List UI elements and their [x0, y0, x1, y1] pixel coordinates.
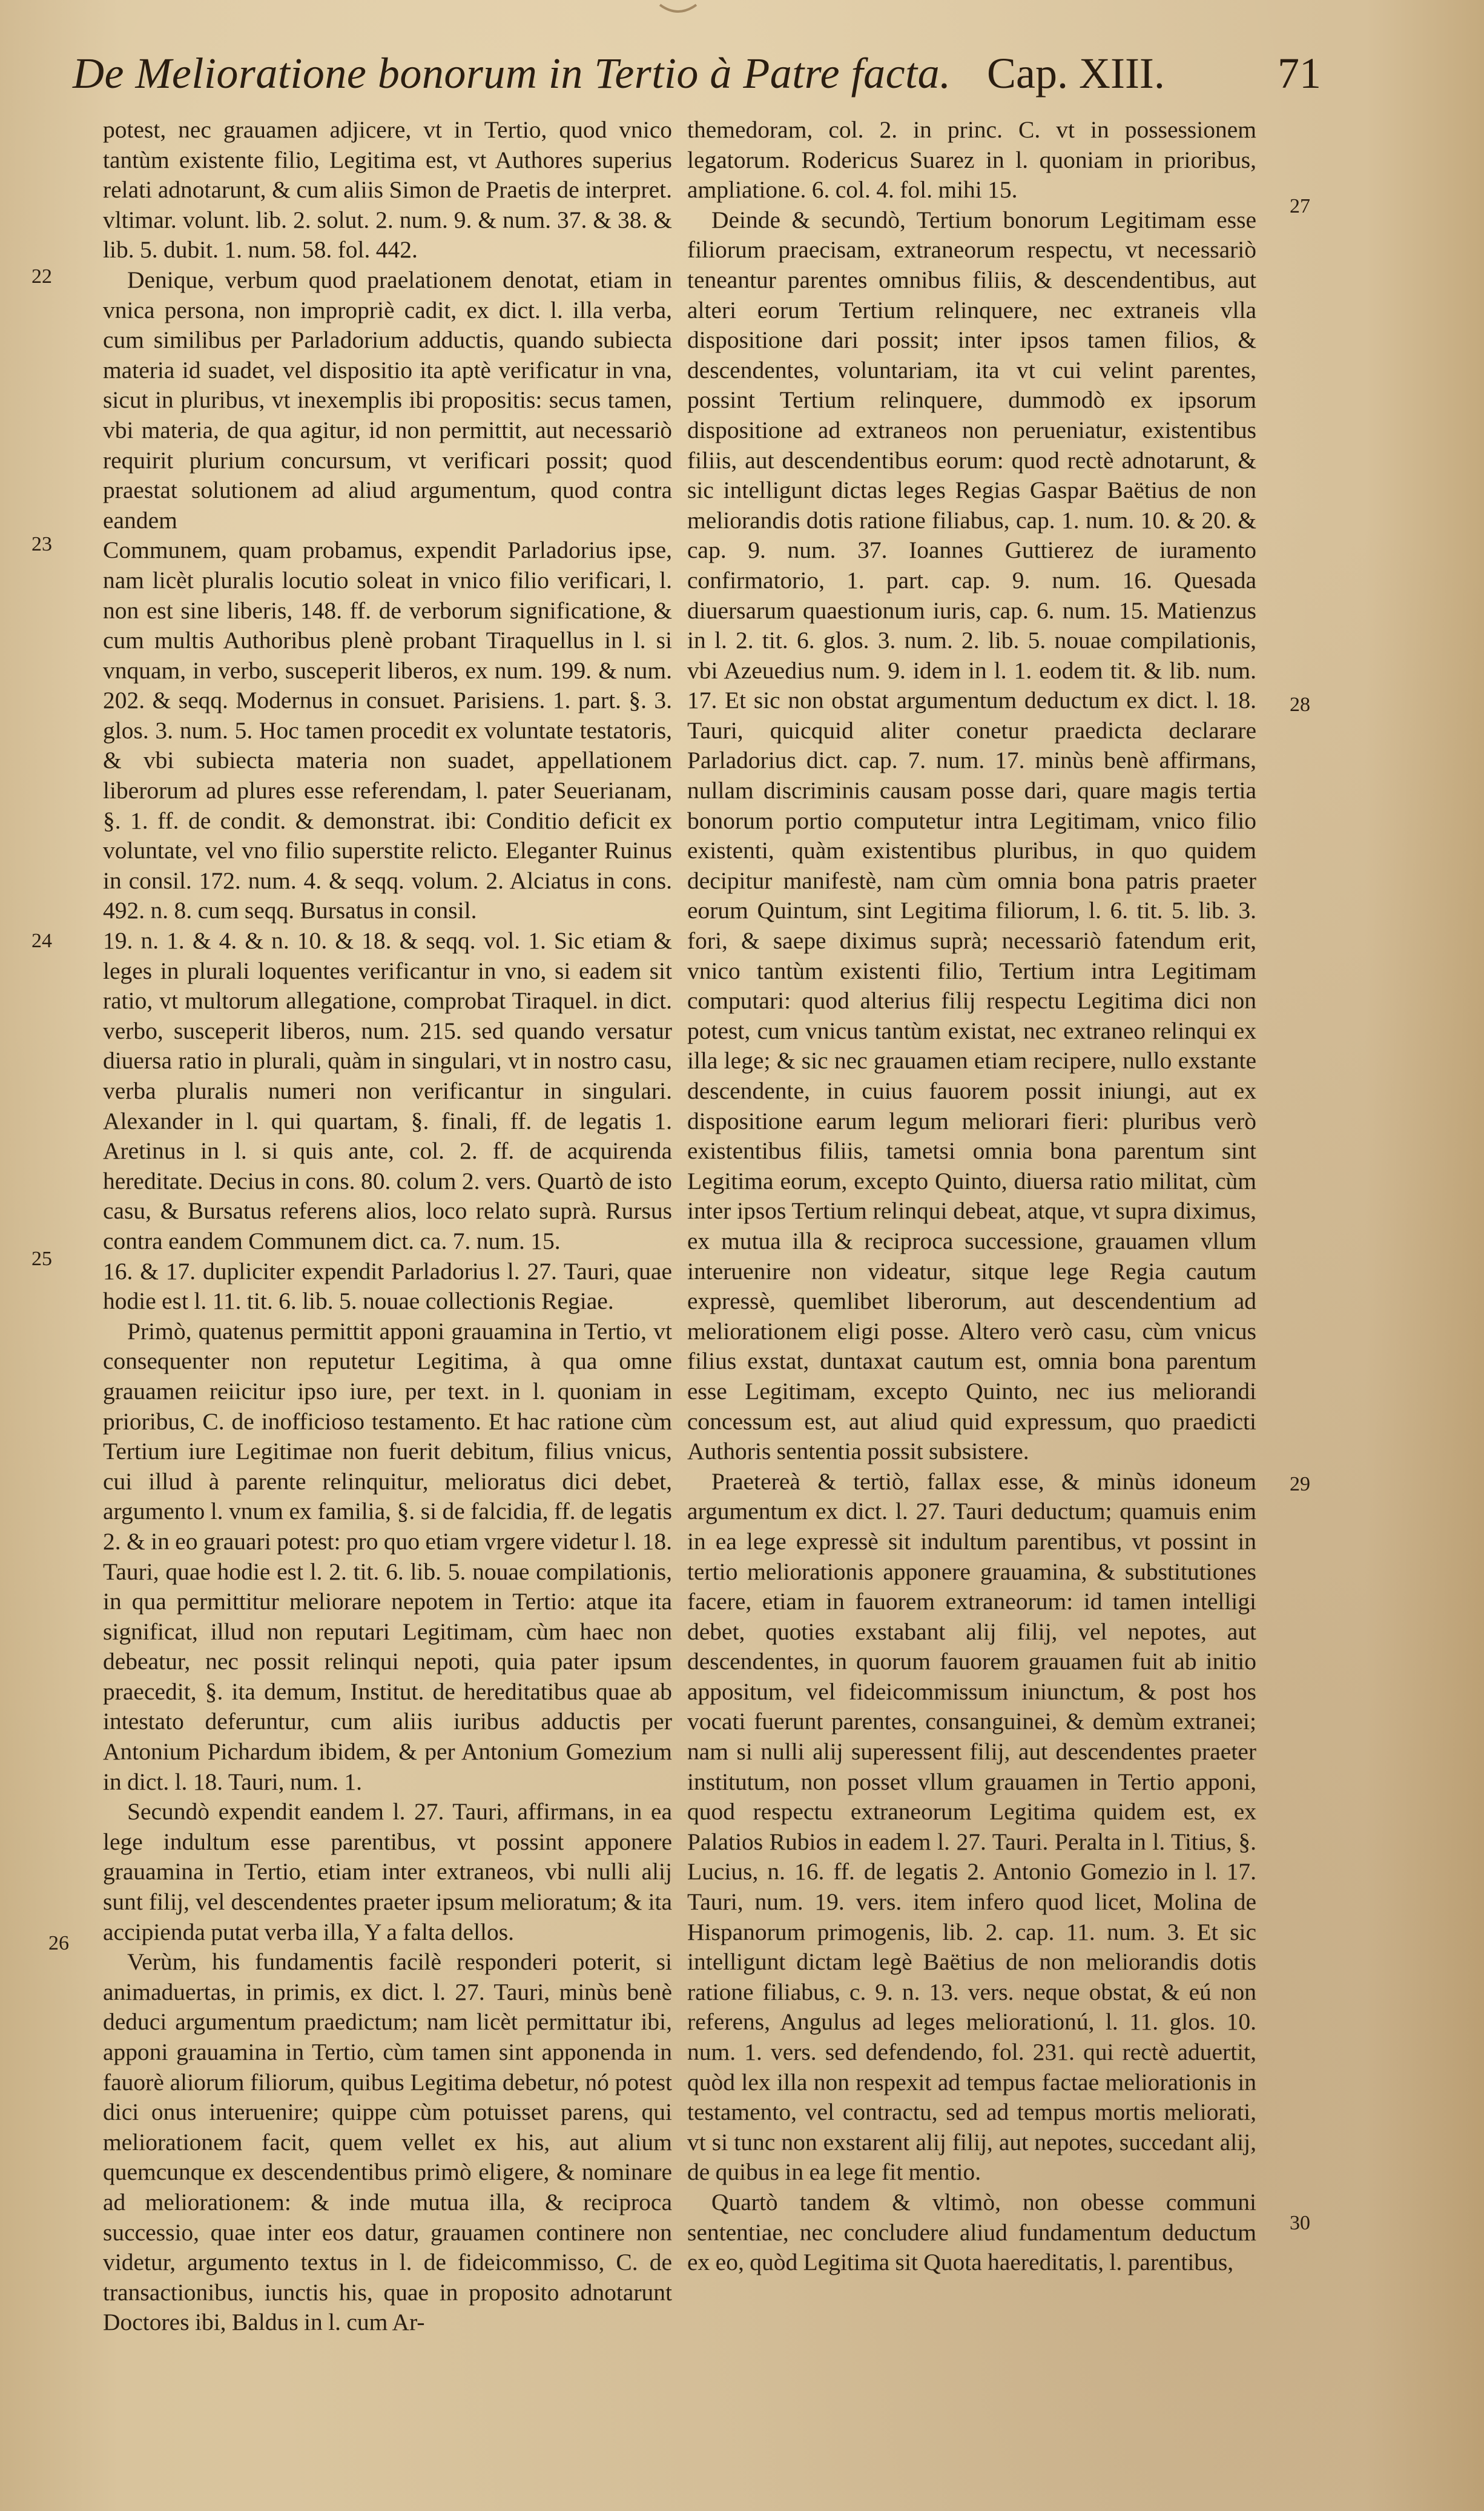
paragraph: Communem, quam probamus, expendit Parladorius ipse, nam licèt pluralis locutio soleat in vnico filio verificari, l. non est sine liberis, 148. ff. de verborum significatione, & cum multis Authoribus plenè probant Tiraquellus in l. si vnquam, in verbo, susceperit liberos, ex num. 199. & num. 202. & seqq. Modernus in consuet. Parisiens. 1. part. §. 3. glos. 3. num. 5. Hoc tamen procedit ex voluntate testatoris, & vbi subiecta materia non suadet, appellationem liberorum ad plures esse referendam, l. pater Seuerianam, §. 1. ff. de condit. & demonstrat. ibi: Conditio deficit ex voluntate, vel vno filio superstite relicto. Eleganter Ruinus in consil. 172. num. 4. & seqq. volum. 2. Alciatus in cons. 492. n. 8. cum seqq. Bursatus in consil.	[103, 537, 672, 924]
binding-mark-icon	[654, 0, 702, 24]
left-column	[103, 115, 672, 2338]
margin-number: 28	[1290, 693, 1310, 716]
margin-number: 29	[1290, 1473, 1310, 1495]
right-column	[687, 115, 1256, 2278]
margin-number: 23	[31, 533, 52, 555]
page-number: 71	[1278, 49, 1321, 98]
paragraph: themedoram, col. 2. in princ. C. vt in possessionem legatorum. Rodericus Suarez in l. quoniam in prioribus, ampliatione. 6. col. 4. fol. mihi 15.	[687, 116, 1256, 203]
paragraph: Primò, quatenus permittit apponi grauamina in Tertio, vt consequenter non reputetur Legitima, à qua omne grauamen reiicitur ipso iure, per text. in l. quoniam in prioribus, C. de inofficioso testamento. Et hac ratione cùm Tertium iure Legitimae non fuerit debitum, filius vnicus, cui illud à parente relinquitur, melioratus dici debet, argumento l. vnum ex familia, §. si de falcidia, ff. de legatis 2. & in eo grauari potest: pro quo etiam vrgere videtur l. 18. Tauri, quae hodie est l. 2. tit. 6. lib. 5. nouae compilationis, in qua permittitur meliorare nepotem in Tertio: atque ita significat, illud non reputari Legitimam, cùm haec non debeatur, nec possit relinqui nepoti, quia pater ipsum praecedit, §. ita demum, Institut. de hereditatibus quae ab intestato deferuntur, cum aliis iuribus adductis per Antonium Pichardum ibidem, & per Antonium Gomezium in dict. l. 18. Tauri, num. 1.	[103, 1317, 672, 1795]
paragraph: Secundò expendit eandem l. 27. Tauri, affirmans, in ea lege indultum esse parentibus, vt possint apponere grauamina in Tertio, etiam inter extraneos, vbi nulli alij sunt filij, vel descendentes praeter ipsum melioratum; & ita accipienda putat verba illa, Y a falta dellos.	[103, 1798, 672, 1945]
running-title: De Melioratione bonorum in Tertio à Patre facta.	[73, 49, 951, 98]
margin-number: 30	[1290, 2212, 1310, 2234]
paragraph: Denique, verbum quod praelationem denotat, etiam in vnica persona, non impropriè cadit, ex dict. l. illa verba, cum similibus per Parladorium adductis, quando subiecta materia id suadet, vel dispositio ita aptè verificatur in vna, sicut in pluribus, vt inexemplis ibi propositis: secus tamen, vbi materia, de qua agitur, id non permittit, aut necessariò requirit plurium concursum, vt verificari possit; quod praestat solutionem ad aliud argumentum, quod contra eandem	[103, 266, 672, 534]
margin-number: 25	[31, 1248, 52, 1270]
margin-number: 24	[31, 930, 52, 952]
paragraph: 19. n. 1. & 4. & n. 10. & 18. & seqq. vol. 1. Sic etiam & leges in plurali loquentes verificantur in vno, si eadem sit ratio, vt multorum allegatione, comprobat Tiraquel. in dict. verbo, susceperit liberos, num. 215. sed quando versatur diuersa ratio in plurali, quàm in singulari, vt in nostro casu, verba pluralis numeri non verificantur in singulari. Alexander in l. qui quartam, §. finali, ff. de legatis 1. Aretinus in l. si quis ante, col. 2. ff. de acquirenda hereditate. Decius in cons. 80. colum 2. vers. Quartò de isto casu, & Bursatus referens alios, loco relato suprà. Rursus contra eandem Communem dict. ca. 7. num. 15.	[103, 927, 672, 1254]
chapter-label: Cap. XIII.	[987, 49, 1165, 98]
margin-number: 27	[1290, 195, 1310, 217]
paragraph: Deinde & secundò, Tertium bonorum Legitimam esse filiorum praecisam, extraneorum respectu, vt necessariò teneantur parentes omnibus filiis, & descendentibus, aut alteri eorum Tertium relinquere, nec extraneis vlla dispositione dari possit; inter ipsos tamen filios, & descendentes, voluntariam, ita vt cui velint parentes, possint Tertium relinquere, dummodò ex ipsorum dispositione ad extraneos non perueniatur, existentibus filiis, aut descendentibus eorum: quod rectè adnotarunt, & sic intelligunt dictas leges Regias Gaspar Baëtius de non meliorandis dotis ratione filiabus, cap. 1. num. 10. & 20. & cap. 9. num. 37. Ioannes Guttierez de iuramento confirmatorio, 1. part. cap. 9. num. 16. Quesada diuersarum quaestionum iuris, cap. 6. num. 15. Matienzus in l. 2. tit. 6. glos. 3. num. 2. lib. 5. nouae compilationis, vbi Azeuedius num. 9. idem in l. 1. eodem tit. & lib. num. 17. Et sic non obstat argumentum deductum ex dict. l. 18. Tauri, quicquid aliter conetur praedicta declarare Parladorius dict. cap. 7. num. 17. minùs benè affirmans, nullam discriminis causam posse dari, quare magis tertia bonorum portio computetur intra Legitimam, vnico filio existenti, quàm existentibus pluribus, in quo quidem decipitur manifestè, nam cùm omnia bona patris praeter eorum Quintum, sint Legitima filiorum, l. 6. tit. 5. lib. 3. fori, & saepe diximus suprà; necessariò fatendum erit, vnico tantùm existenti filio, Tertium intra Legitimam computari: quod alterius filij respectu Legitima dici non potest, cum vnicus tantùm existat, nec extraneo relinqui ex illa lege; & sic nec grauamen etiam recipere, nullo exstante descendente, in cuius fauorem possit iniungi, aut ex dispositione earum legum meliorari fieri: pluribus verò existentibus filiis, tametsi omnia bona parentum sint Legitima eorum, excepto Quinto, diuersa ratio militat, cùm inter ipsos Tertium relinqui debeat, atque, vt supra diximus, ex mutua illa & reciproca successione, grauamen vllum interuenire non videatur, sitque lege Regia cautum expressè, quemlibet liberorum, aut descendentium ad meliorationem eligi posse. Altero verò casu, cùm vnicus filius exstat, duntaxat cautum est, omnia bona parentum esse Legitimam, excepto Quinto, nec ius meliorandi concessum est, aut aliud quid expressum, quo praedicti Authoris sententia possit subsistere.	[687, 206, 1256, 1465]
paragraph: Verùm, his fundamentis facilè responderi poterit, si animaduertas, in primis, ex dict. l. 27. Tauri, minùs benè deduci argumentum praedictum; nam licèt permittatur ibi, apponi grauamina in Tertio, cùm tamen sint apponenda in fauorè aliorum filiorum, quibus Legitima debetur, nó potest dici onus interuenire; quippe cùm potuisset parens, qui meliorationem facit, quem vellet ex his, aut alium quemcunque ex descendentibus primò eligere, & nominare ad meliorationem: & inde mutua illa, & reciproca successio, quae inter eos datur, grauamen continere non videtur, argumento textus in l. de fideicommisso, C. de transactionibus, iunctis his, quae in proposito adnotarunt Doctores ibi, Baldus in l. cum Ar-	[103, 1948, 672, 2336]
margin-number: 22	[31, 265, 52, 288]
running-header	[61, 44, 1429, 110]
paragraph: Quartò tandem & vltimò, non obesse communi sententiae, nec concludere aliud fundamentum deductum ex eo, quòd Legitima sit Quota haereditatis, l. parentibus,	[687, 2188, 1256, 2276]
paragraph: 16. & 17. dupliciter expendit Parladorius l. 27. Tauri, quae hodie est l. 11. tit. 6. lib. 5. nouae collectionis Regiae.	[103, 1257, 672, 1315]
paragraph: Praetereà & tertiò, fallax esse, & minùs idoneum argumentum ex dict. l. 27. Tauri deductum; quamuis enim in ea lege expressè sit indultum parentibus, vt possint in tertio meliorationis apponere grauamina, & substitutiones facere, etiam in fauorem extraneorum: id tamen intelligi debet, quoties exstabant alij filij, vel nepotes, aut descendentes, in quorum fauorem grauamen fuit ab initio appositum, vel fideicommissum iniunctum, & post hos vocati fuerunt parentes, consanguinei, & demùm extranei; nam si nulli alij superessent filij, aut descendentes praeter institutum, non posset vllum grauamen in Tertio apponi, quod respectu extraneorum Legitima quidem est, ex Palatios Rubios in eadem l. 27. Tauri. Peralta in l. Titius, §. Lucius, n. 16. ff. de legatis 2. Antonio Gomezio in l. 17. Tauri, num. 19. vers. item infero quod licet, Molina de Hispanorum primogenis, lib. 2. cap. 11. num. 3. Et sic intelligunt dictam legè Baëtius de non meliorandis dotis ratione filiabus, c. 9. n. 13. vers. neque obstat, & eú non referens, Angulus ad leges meliorationú, l. 11. glos. 10. num. 1. vers. sed defendendo, fol. 231. qui rectè aduertit, quòd lex illa non respexit ad tempus factae meliorationis in testamento, vel contractu, sed ad tempus mortis meliorati, vt si tunc non exstarent alij filij, aut nepotes, succedant alij, de quibus in ea lege fit mentio.	[687, 1467, 1256, 2186]
paragraph: potest, nec grauamen adjicere, vt in Tertio, quod vnico tantùm existente filio, Legitima est, vt Authores superius relati adnotarunt, & cum aliis Simon de Praetis de interpret. vltimar. volunt. lib. 2. solut. 2. num. 9. & num. 37. & 38. & lib. 5. dubit. 1. num. 58. fol. 442.	[103, 116, 672, 263]
margin-number: 26	[48, 1932, 69, 1954]
